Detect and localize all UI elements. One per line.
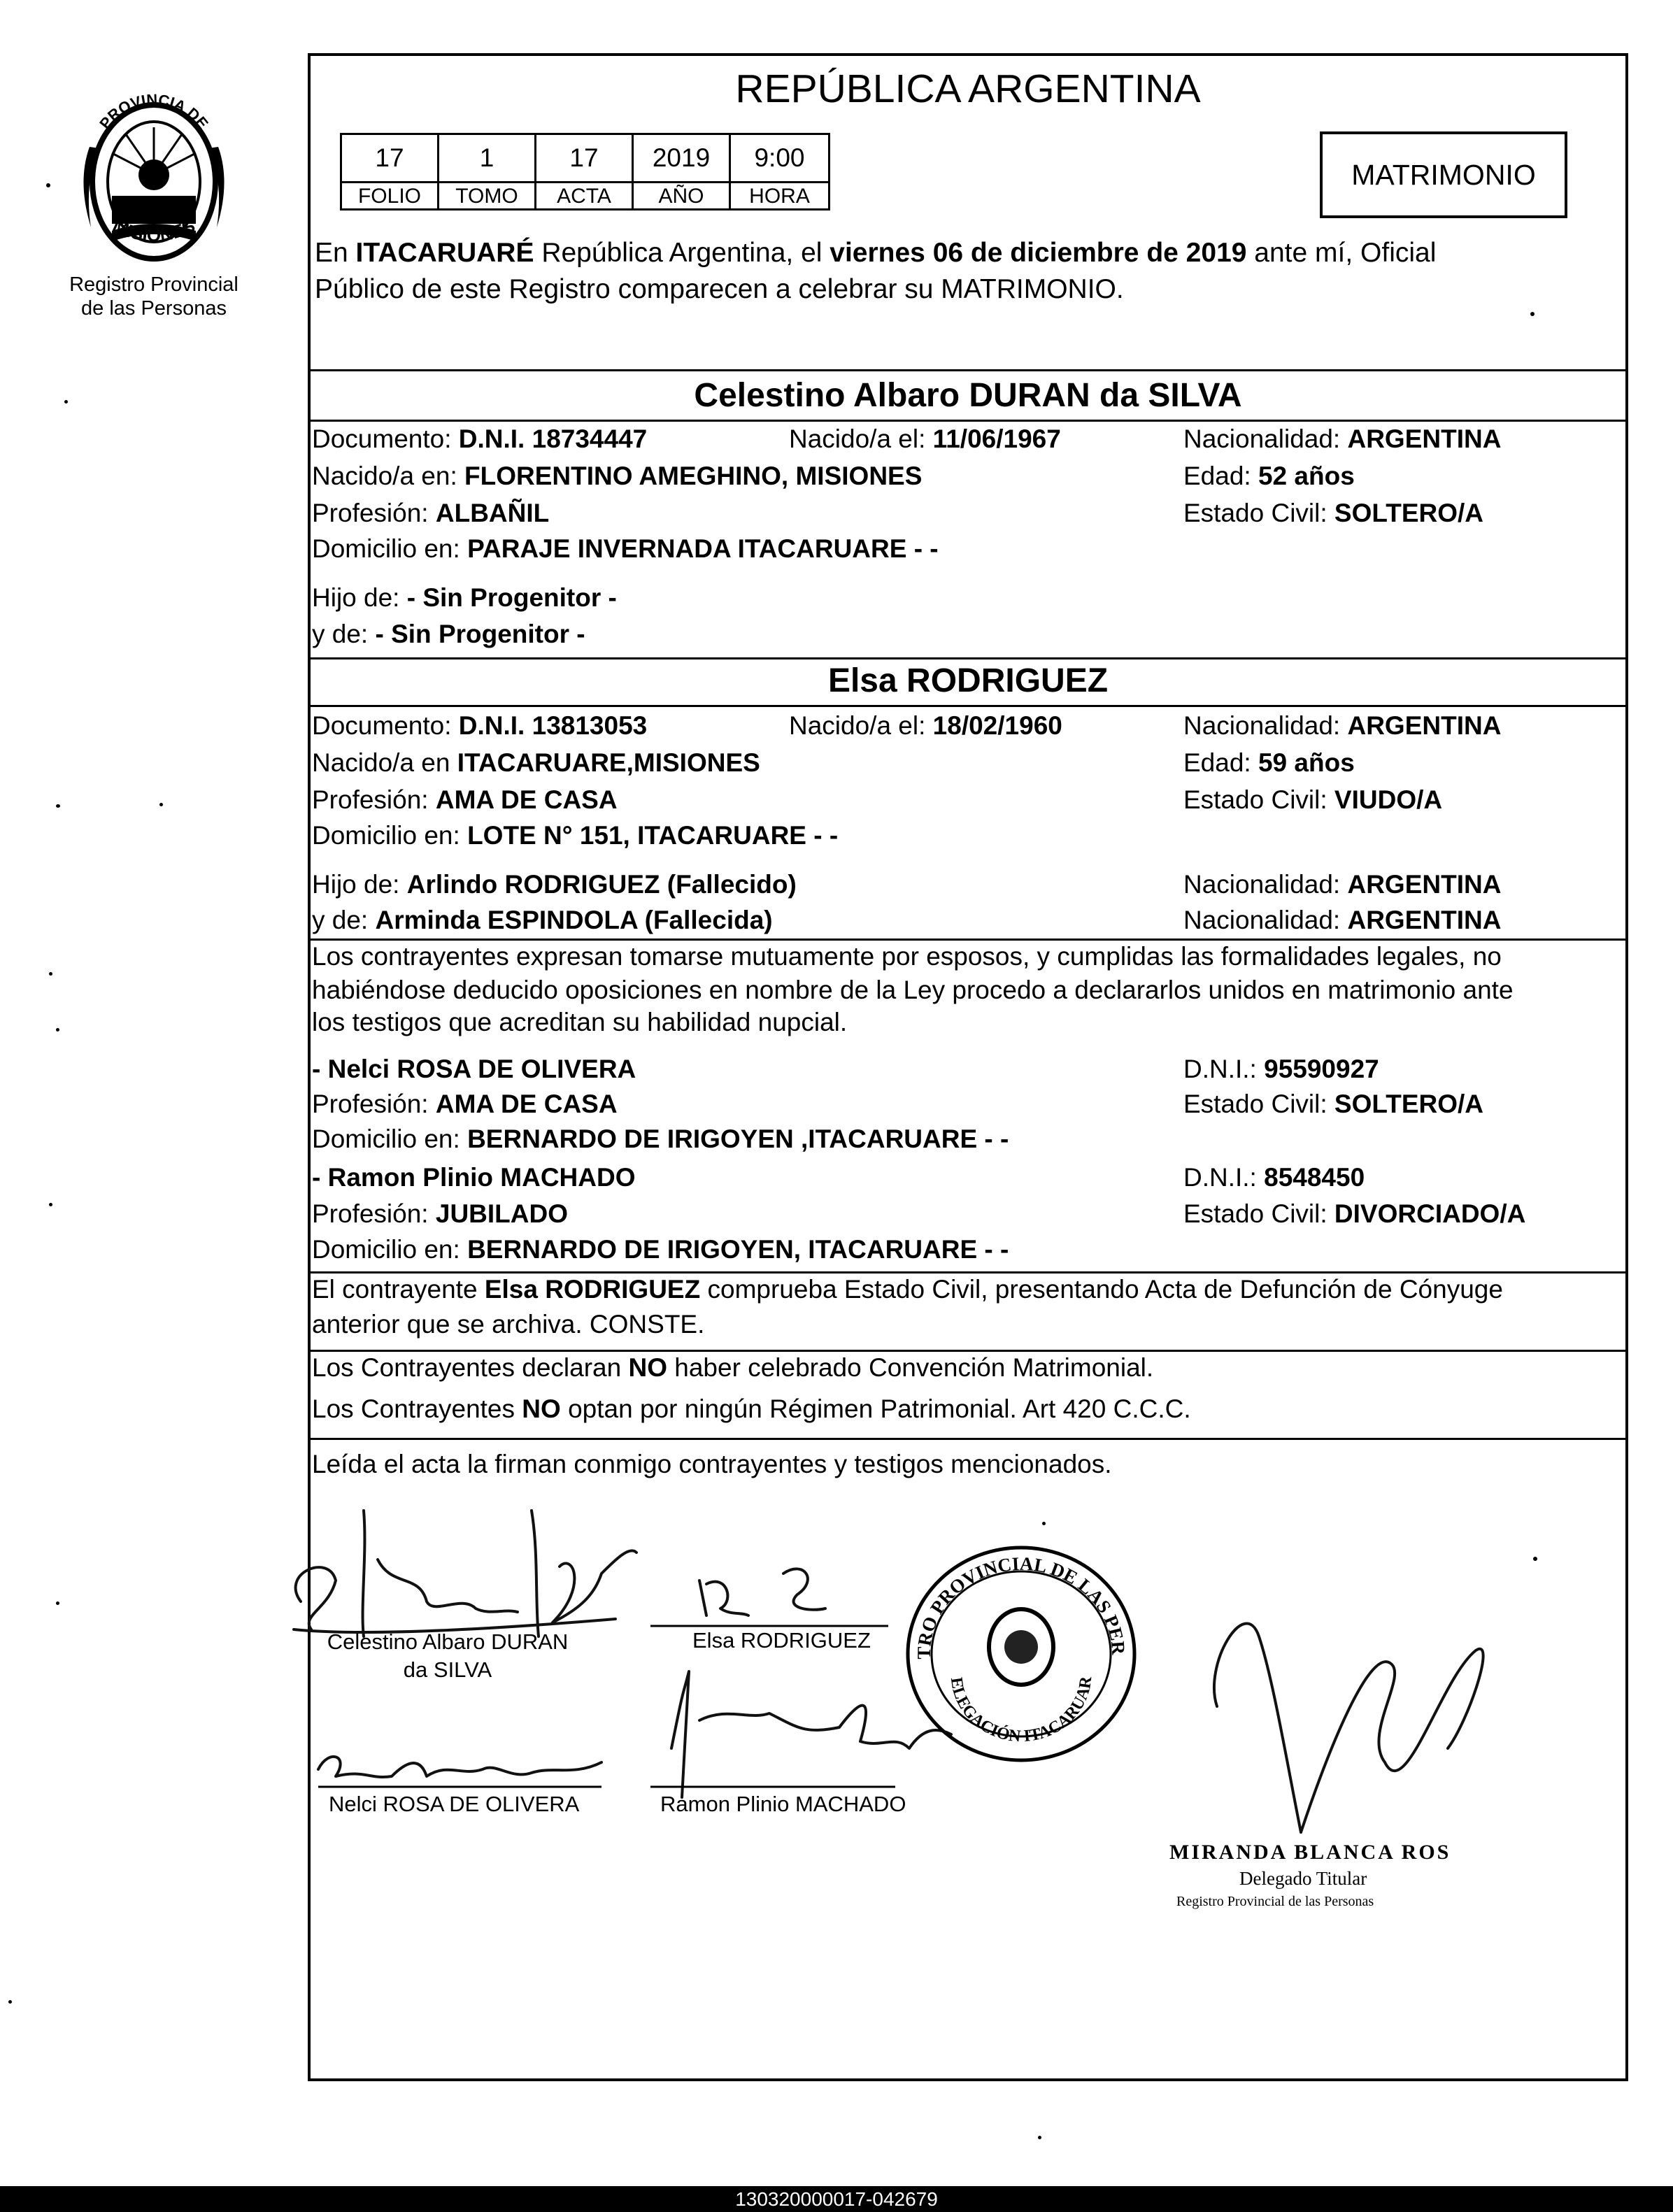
- witness-2-dni: D.N.I.: 8548450: [1183, 1163, 1365, 1192]
- note-civil-status-line-2: anterior que se archiva. CONSTE.: [312, 1310, 705, 1339]
- groom-civil-status: Estado Civil: SOLTERO/A: [1183, 499, 1484, 527]
- official-org: Registro Provincial de las Personas: [1176, 1894, 1374, 1909]
- bride-address: Domicilio en: LOTE N° 151, ITACARUARE - -: [312, 821, 839, 850]
- groom-profession: Profesión: ALBAÑIL: [312, 499, 550, 527]
- declaration-line-1: Los contrayentes expresan tomarse mutuamente por esposos, y cumplidas las formalidades legales, no: [312, 942, 1502, 971]
- page-title: REPÚBLICA ARGENTINA: [735, 66, 1201, 111]
- bride-father: Hijo de: Arlindo RODRIGUEZ (Fallecido): [312, 870, 797, 899]
- acta-label: ACTA: [534, 181, 634, 211]
- logo-text-bottom: MISIONES: [109, 215, 199, 246]
- witness-1-civil-status: Estado Civil: SOLTERO/A: [1183, 1090, 1484, 1118]
- groom-document: Documento: D.N.I. 18734447: [312, 424, 648, 453]
- witness-2-civil-status: Estado Civil: DIVORCIADO/A: [1183, 1199, 1526, 1228]
- logo-text-top: PROVINCIA DE: [96, 90, 212, 133]
- note-civil-status: El contrayente Elsa RODRIGUEZ comprueba Estado Civil, presentando Acta de Defunción de Cónyuge: [312, 1275, 1503, 1304]
- seal-text-top: TRO PROVINCIAL DE LAS PER: [913, 1553, 1130, 1660]
- note-convention: Los Contrayentes declaran NO haber celebrado Convención Matrimonial.: [312, 1353, 1154, 1382]
- bride-birthplace: Nacido/a en ITACARUARE,MISIONES: [312, 748, 760, 777]
- intro-place: ITACARUARÉ: [355, 238, 534, 268]
- tomo-value: 1: [437, 133, 536, 183]
- folio-label: FOLIO: [340, 181, 439, 211]
- registry-label: Registro Provincial de las Personas: [69, 273, 239, 320]
- groom-birthdate: Nacido/a el: 11/06/1967: [789, 424, 1061, 453]
- divider: [308, 1438, 1628, 1440]
- bride-signature: [699, 1569, 825, 1615]
- witness-1-name: - Nelci ROSA DE OLIVERA: [312, 1055, 636, 1083]
- groom-signature-caption: Celestino Albaro DURAN da SILVA: [327, 1629, 569, 1682]
- divider: [308, 1350, 1628, 1352]
- hour-value: 9:00: [729, 133, 830, 183]
- witness-2-profession: Profesión: JUBILADO: [312, 1199, 568, 1228]
- declaration-line-3: los testigos que acreditan su habilidad nupcial.: [312, 1008, 848, 1036]
- witness-1-address: Domicilio en: BERNARDO DE IRIGOYEN ,ITACARUARE - -: [312, 1125, 1009, 1153]
- acta-value: 17: [534, 133, 634, 183]
- svg-text:PROVINCIA DE: [96, 91, 212, 132]
- divider: [308, 705, 1628, 707]
- bride-profession: Profesión: AMA DE CASA: [312, 785, 618, 814]
- bride-birthdate: Nacido/a el: 18/02/1960: [789, 711, 1062, 740]
- bride-civil-status: Estado Civil: VIUDO/A: [1183, 785, 1443, 814]
- official-name: MIRANDA BLANCA ROS: [1169, 1841, 1451, 1864]
- witness-1-signature: [318, 1757, 601, 1777]
- groom-father: Hijo de: - Sin Progenitor -: [312, 583, 617, 612]
- year-value: 2019: [632, 133, 731, 183]
- official-seal: [902, 1542, 1140, 1766]
- divider: [308, 369, 1628, 371]
- witness-2-address: Domicilio en: BERNARDO DE IRIGOYEN, ITACARUARE - -: [312, 1235, 1009, 1264]
- year-label: AÑO: [632, 181, 731, 211]
- intro-line-1: En ITACARUARÉ República Argentina, el viernes 06 de diciembre de 2019 ante mí, Oficial: [315, 238, 1437, 268]
- groom-birthplace: Nacido/a en: FLORENTINO AMEGHINO, MISIONES: [312, 462, 923, 490]
- witness-1-profession: Profesión: AMA DE CASA: [312, 1090, 618, 1118]
- groom-signature: [296, 1511, 636, 1636]
- note-reading: Leída el acta la firman conmigo contrayentes y testigos mencionados.: [312, 1450, 1112, 1478]
- bride-mother: y de: Arminda ESPINDOLA (Fallecida): [312, 906, 773, 934]
- divider: [308, 939, 1628, 941]
- declaration-line-2: habiéndose deducido oposiciones en nombre de la Ley procedo a declararlos unidos en matrimonio ante: [312, 976, 1514, 1004]
- groom-nationality: Nacionalidad: ARGENTINA: [1183, 424, 1502, 453]
- intro-line-2: Público de este Registro comparecen a celebrar su MATRIMONIO.: [315, 274, 1124, 304]
- divider: [308, 420, 1628, 422]
- tomo-label: TOMO: [437, 181, 536, 211]
- note-regime: Los Contrayentes NO optan por ningún Régimen Patrimonial. Art 420 C.C.C.: [312, 1394, 1191, 1423]
- divider: [308, 1271, 1628, 1273]
- bride-age: Edad: 59 años: [1183, 748, 1355, 777]
- record-type-box: MATRIMONIO: [1320, 131, 1567, 218]
- witness-1-signature-caption: Nelci ROSA DE OLIVERA: [329, 1792, 580, 1816]
- bride-nationality: Nacionalidad: ARGENTINA: [1183, 711, 1502, 740]
- groom-age: Edad: 52 años: [1183, 462, 1355, 490]
- official-title: Delegado Titular: [1239, 1868, 1367, 1889]
- intro-date: viernes 06 de diciembre de 2019: [830, 238, 1247, 268]
- province-logo: [70, 84, 238, 269]
- official-stamp: [1169, 1839, 1491, 1912]
- witness-1-dni: D.N.I.: 95590927: [1183, 1055, 1379, 1083]
- hour-label: HORA: [729, 181, 830, 211]
- bride-document: Documento: D.N.I. 13813053: [312, 711, 648, 740]
- folio-value: 17: [340, 133, 439, 183]
- groom-mother: y de: - Sin Progenitor -: [312, 620, 585, 648]
- groom-name: Celestino Albaro DURAN da SILVA: [694, 377, 1242, 414]
- bride-mother-nationality: Nacionalidad: ARGENTINA: [1183, 906, 1502, 934]
- bride-name: Elsa RODRIGUEZ: [827, 662, 1109, 699]
- seal-text-bottom: ELEGACIÓN ITACARUAR: [946, 1675, 1096, 1746]
- groom-address: Domicilio en: PARAJE INVERNADA ITACARUARE - -: [312, 534, 939, 563]
- barcode-strip: 130320000017-042679: [0, 2186, 1673, 2212]
- bride-signature-caption: Elsa RODRIGUEZ: [692, 1628, 871, 1653]
- witness-2-signature-caption: Ramon Plinio MACHADO: [660, 1792, 906, 1816]
- official-signature: [1214, 1623, 1483, 1832]
- witness-2-name: - Ramon Plinio MACHADO: [312, 1163, 636, 1192]
- bride-father-nationality: Nacionalidad: ARGENTINA: [1183, 870, 1502, 899]
